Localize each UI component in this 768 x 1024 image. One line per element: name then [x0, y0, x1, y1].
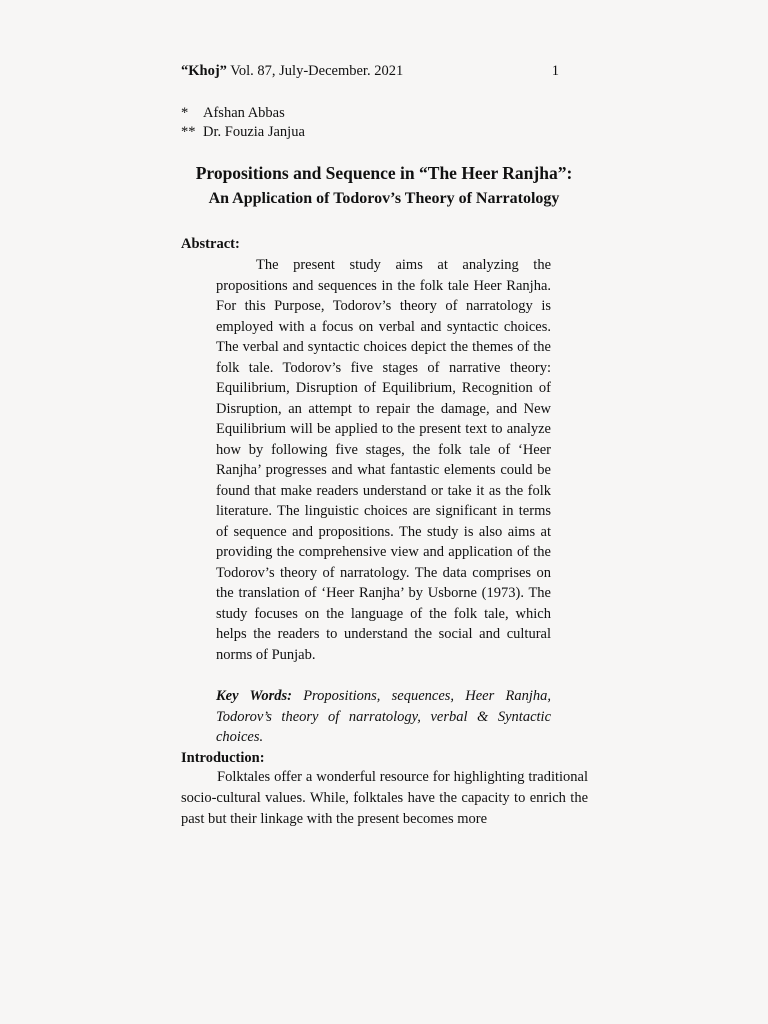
author-name: Afshan Abbas	[203, 105, 285, 121]
page-number: 1	[551, 63, 559, 79]
journal-issue: Vol. 87, July-December. 2021	[226, 63, 404, 79]
keywords-list: Propositions, sequences, Heer Ranjha, Todorov’s theory of narratology, verbal & Syntactic choices.	[216, 688, 551, 745]
author-name: Dr. Fouzia Janjua	[203, 124, 305, 140]
running-header	[181, 62, 559, 80]
keywords	[216, 686, 551, 748]
author-line	[181, 123, 305, 142]
author-footnote-mark: *	[181, 105, 189, 121]
author-line	[181, 104, 305, 123]
introduction-heading: Introduction:	[181, 750, 265, 766]
author-list	[181, 104, 305, 142]
abstract-heading: Abstract:	[181, 236, 240, 252]
paper-title: Propositions and Sequence in “The Heer Ranjha”:	[195, 163, 573, 183]
paper-subtitle: An Application of Todorov’s Theory of Narratology	[208, 190, 560, 207]
abstract-body: The present study aims at analyzing the propositions and sequences in the folk tale Heer Ranjha. For this Purpose, Todorov’s theory of narratology is employed with a focus on verbal and syntactic choices. The verbal and syntactic choices depict the themes of the folk tale. Todorov’s five stages of narrative theory: Equilibrium, Disruption of Equilibrium, Recognition of Disruption, an attempt to repair the damage, and New Equilibrium will be applied to the present text to analyze how by following five stages, the folk tale of ‘Heer Ranjha’ progresses and what fantastic elements could be found that make readers understand or take it as the folk literature. The linguistic choices are significant in terms of sequence and propositions. The study is also aims at providing the comprehensive view and application of the Todorov’s theory of narratology. The data comprises on the translation of ‘Heer Ranjha’ by Usborne (1973). The study focuses on the language of the folk tale, which helps the readers to understand the social and cultural norms of Punjab.	[216, 257, 551, 663]
keywords-label: Key Words:	[216, 688, 292, 704]
journal-name: “Khoj”	[181, 63, 227, 79]
introduction-body: Folktales offer a wonderful resource for highlighting traditional socio-cultural values. While, folktales have the capacity to enrich the past but their linkage with the present becomes more	[181, 769, 588, 827]
author-footnote-mark: **	[181, 124, 196, 140]
